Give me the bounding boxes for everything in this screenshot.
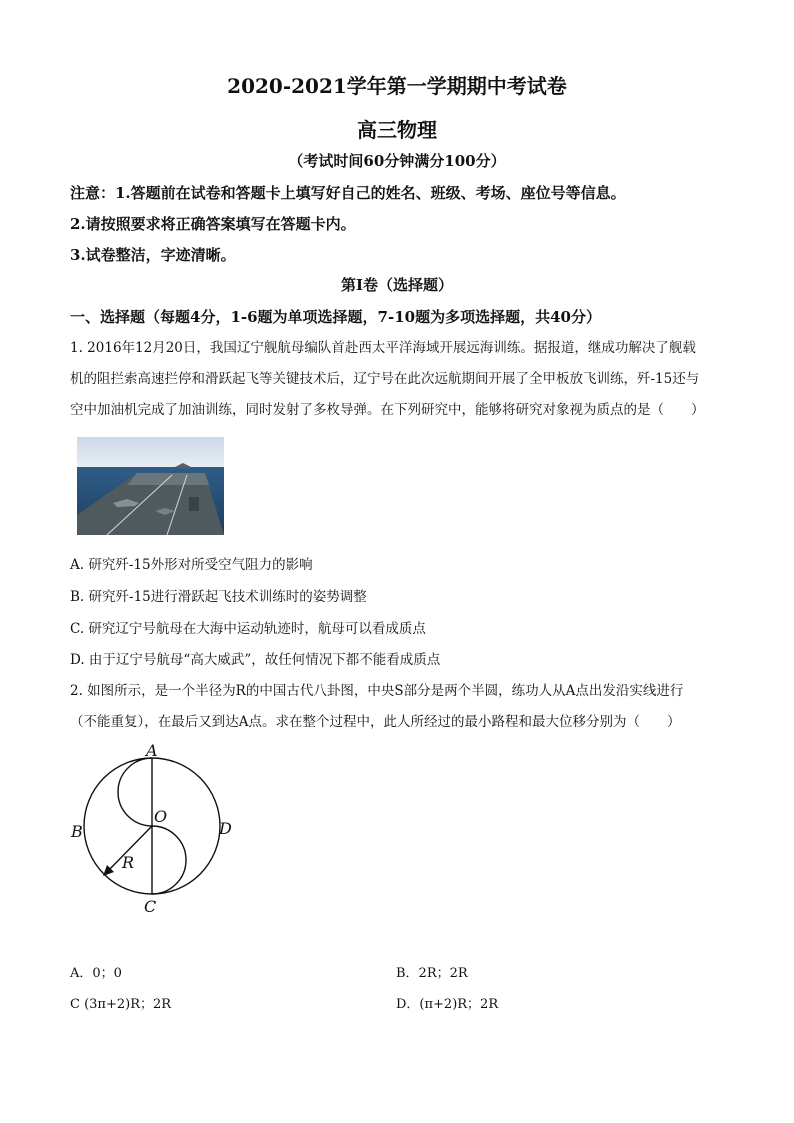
q1-line-3: 空中加油机完成了加油训练，同时发射了多枚导弹。在下列研究中，能够将研究对象视为质点的是（ ）	[70, 402, 705, 418]
aircraft-carrier-photo	[77, 437, 224, 535]
exam-info: （考试时间60分钟满分100分）	[288, 152, 506, 170]
label-r: R	[122, 853, 135, 872]
q2-option-d[interactable]: D．(π+2)R；2R	[396, 997, 499, 1012]
q2-option-a[interactable]: A．0；0	[70, 966, 122, 981]
exam-title: 2020-2021学年第一学期期中考试卷	[227, 74, 567, 98]
q1-line-2: 机的阻拦索高速拦停和滑跃起飞等关键技术后，辽宁号在此次远航期间开展了全甲板放飞训练，歼-15还与	[70, 371, 700, 387]
label-a: A	[146, 742, 158, 760]
section-title: 一、选择题（每题4分，1-6题为单项选择题，7-10题为多项选择题，共40分）	[70, 308, 601, 326]
q1-option-c[interactable]: C. 研究辽宁号航母在大海中运动轨迹时，航母可以看成质点	[70, 621, 426, 637]
q2-option-b[interactable]: B．2R；2R	[396, 966, 468, 981]
label-c: C	[144, 897, 157, 916]
label-o: O	[154, 807, 168, 826]
label-d: D	[219, 819, 232, 838]
q1-option-a[interactable]: A. 研究歼-15外形对所受空气阻力的影响	[70, 557, 313, 573]
q2-line-2: （不能重复），在最后又到达A点。求在整个过程中，此人所经过的最小路程和最大位移分别为（ ）	[70, 714, 681, 730]
note-line-1: 注意：1.答题前在试卷和答题卡上填写好自己的姓名、班级、考场、座位号等信息。	[70, 184, 626, 202]
q1-line-1: 1. 2016年12月20日，我国辽宁舰航母编队首赴西太平洋海域开展远海训练。据报道，继成功解决了舰载	[70, 340, 696, 356]
volume-title: 第Ⅰ卷（选择题）	[340, 276, 454, 294]
q1-option-d[interactable]: D. 由于辽宁号航母“高大威武”，故任何情况下都不能看成质点	[70, 652, 441, 668]
q1-option-b[interactable]: B. 研究歼-15进行滑跃起飞技术训练时的姿势调整	[70, 589, 367, 605]
subject-title: 高三物理	[357, 118, 437, 142]
q2-option-c[interactable]: C (3π+2)R；2R	[70, 997, 172, 1012]
label-b: B	[71, 822, 83, 841]
note-line-3: 3.试卷整洁，字迹清晰。	[70, 246, 236, 264]
q2-line-1: 2. 如图所示，是一个半径为R的中国古代八卦图，中央S部分是两个半圆，练功人从A点出发沿实线进行	[70, 683, 684, 699]
bagua-diagram	[62, 742, 252, 926]
note-line-2: 2.请按照要求将正确答案填写在答题卡内。	[70, 215, 356, 233]
